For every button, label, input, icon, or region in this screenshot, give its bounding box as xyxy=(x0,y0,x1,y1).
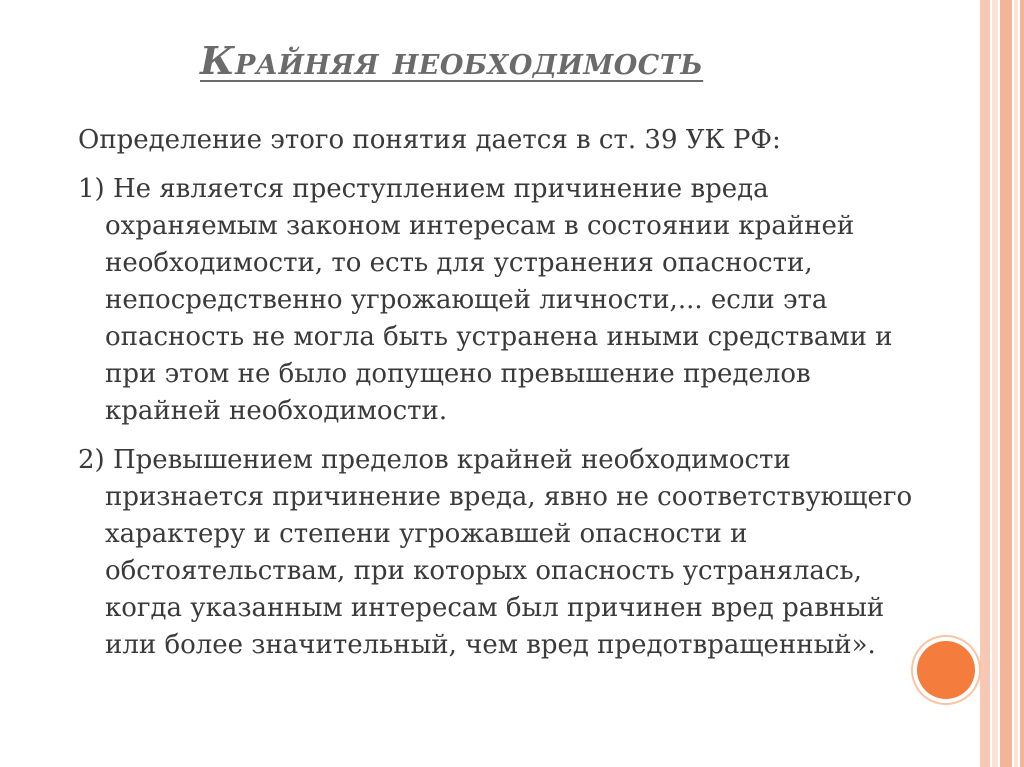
decorative-stripes xyxy=(980,0,1024,767)
stripe xyxy=(980,0,990,767)
list-item-1: 1) Не является преступлением причинение вреда охраняемым законом интересам в состоянии крайней необходимости, то есть для устранения опасности, непосредственно угрожающей личности,... если эта опасность не могла быть устранена иными средствами и при этом не было допущено превышение пределов крайней необходимости. xyxy=(78,174,893,426)
decorative-circle xyxy=(917,641,975,699)
stripe xyxy=(1014,0,1018,767)
slide-body xyxy=(78,122,918,676)
stripe xyxy=(1000,0,1012,767)
intro-paragraph: Определение этого понятия дается в ст. 39 УК РФ: xyxy=(78,125,781,155)
stripe xyxy=(1020,0,1024,767)
list-item-2: 2) Превышением пределов крайней необходимости признается причинение вреда, явно не соответствующего характеру и степени угрожавшей опасности и обстоятельствам, при которых опасность устранялась, когда указанным интересам был причинен вред равный или более значительный, чем вред предотвращенный». xyxy=(78,445,913,660)
stripe xyxy=(992,0,998,767)
slide-title: Крайняя необходимость xyxy=(200,38,704,83)
